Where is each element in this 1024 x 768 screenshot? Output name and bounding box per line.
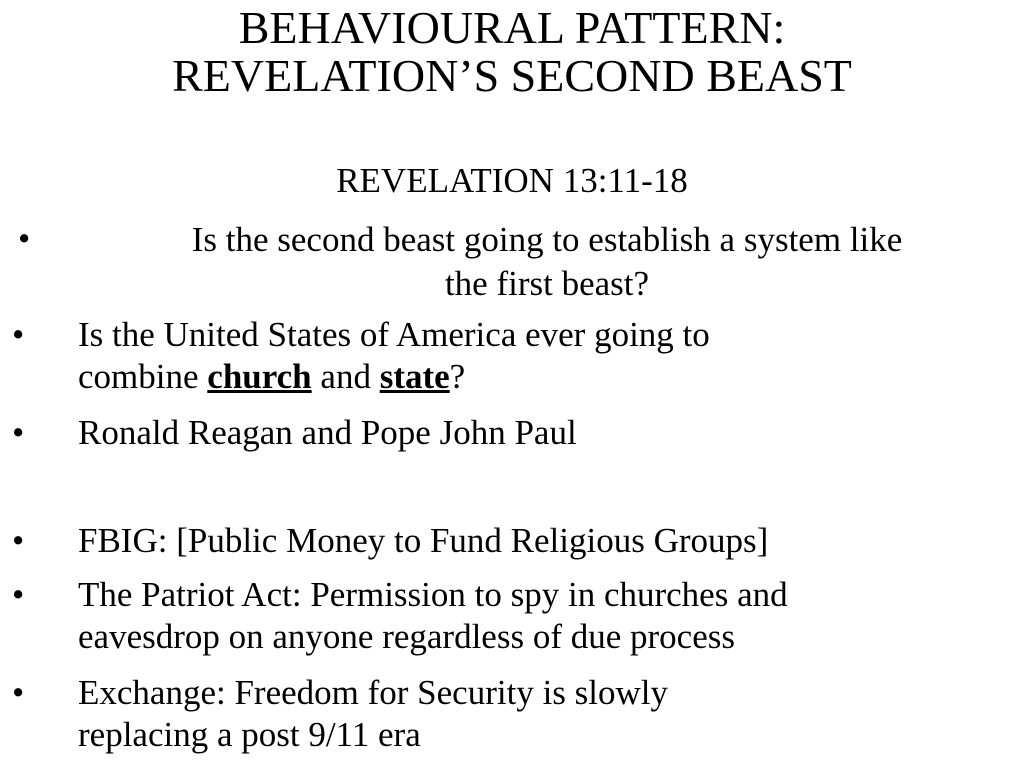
bullet-line-suffix: ? bbox=[449, 357, 466, 396]
bullet-line: Is the second beast going to establish a system like bbox=[191, 220, 903, 259]
emphasis-church: church bbox=[207, 357, 312, 396]
bullet-dot: • bbox=[12, 575, 25, 614]
bullet-item bbox=[0, 520, 1024, 566]
bullet-line: Exchange: Freedom for Security is slowly bbox=[78, 673, 669, 712]
bullet-item bbox=[0, 672, 1024, 762]
bullet-line: eavesdrop on anyone regardless of due process bbox=[78, 617, 735, 656]
emphasis-state: state bbox=[379, 357, 450, 396]
bullet-line: replacing a post 9/11 era bbox=[78, 715, 421, 754]
bullet-text: Ronald Reagan and Pope John Paul bbox=[78, 413, 577, 452]
bullet-item bbox=[0, 412, 1024, 458]
bullet-line-prefix: combine bbox=[78, 357, 208, 396]
bullet-dot: • bbox=[12, 315, 25, 354]
title-line-1: BEHAVIOURAL PATTERN: bbox=[238, 2, 786, 53]
bullet-line: the first beast? bbox=[444, 264, 650, 303]
slide-subtitle: REVELATION 13:11-18 bbox=[336, 161, 688, 200]
bullet-line-middle: and bbox=[311, 357, 380, 396]
bullet-text bbox=[78, 314, 1013, 398]
bullet-item bbox=[0, 574, 1024, 664]
title-line-2: REVELATION’S SECOND BEAST bbox=[172, 50, 852, 101]
bullet-item bbox=[0, 314, 1024, 404]
bullet-line: Is the United States of America ever going to bbox=[78, 315, 710, 354]
bullet-text bbox=[78, 672, 1013, 756]
bullet-text bbox=[82, 218, 1012, 306]
bullet-line: The Patriot Act: Permission to spy in churches and bbox=[78, 575, 788, 614]
bullet-text: FBIG: [Public Money to Fund Religious Groups] bbox=[78, 521, 769, 560]
bullet-dot: • bbox=[18, 219, 31, 258]
bullet-item bbox=[0, 218, 1024, 308]
bullet-dot: • bbox=[12, 673, 25, 712]
bullet-dot: • bbox=[12, 521, 25, 560]
bullet-text bbox=[78, 574, 1013, 658]
bullet-dot: • bbox=[12, 413, 25, 452]
